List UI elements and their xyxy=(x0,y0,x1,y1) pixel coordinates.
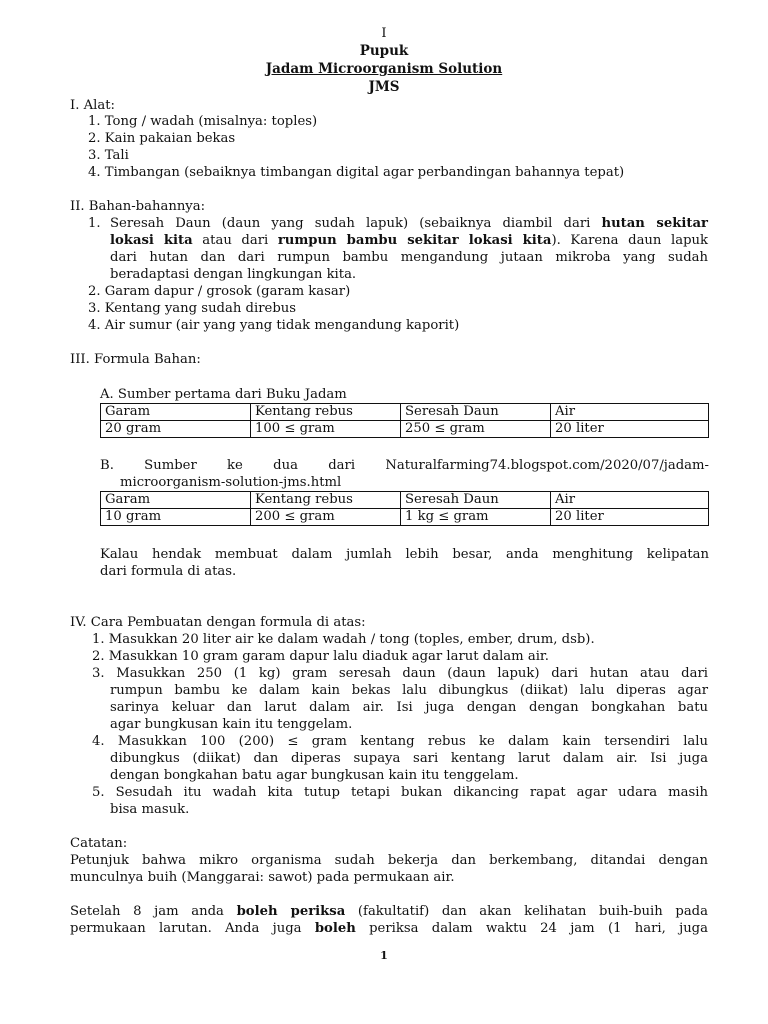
step-item-line: dengan bongkahan batu agar bungkusan kain itu tenggelam. xyxy=(110,768,519,783)
list-item: 3. Tali xyxy=(88,148,129,163)
notes-paragraph-cont: munculnya buih (Manggarai: sawot) pada permukaan air. xyxy=(70,870,455,885)
table-header-cell: Seresah Daun xyxy=(401,492,551,509)
step-item: 5. Sesudah itu wadah kita tutup tetapi bukan dikancing rapat agar udara masih xyxy=(92,785,708,800)
table-header-cell: Air xyxy=(551,492,709,509)
table-header-cell: Garam xyxy=(101,404,251,421)
bold-text: hutan sekitar xyxy=(601,216,708,231)
text-span: Setelah 8 jam anda xyxy=(70,904,237,919)
table-cell: 1 kg ≤ gram xyxy=(401,509,551,526)
list-item-line xyxy=(110,215,708,232)
source-a-label: A. Sumber pertama dari Buku Jadam xyxy=(100,387,347,402)
notes-paragraph xyxy=(70,903,708,920)
formula-table-b xyxy=(100,491,709,526)
step-item: 4. Masukkan 100 (200) ≤ gram kentang rebus ke dalam kain tersendiri lalu xyxy=(92,734,708,749)
step-item-line: sarinya keluar dan larut dalam air. Isi juga dengan dengan bongkahan batu xyxy=(110,700,708,715)
table-header-row xyxy=(101,492,709,509)
document-title: Pupuk xyxy=(359,43,409,59)
source-b-label-cont: microorganism-solution-jms.html xyxy=(120,475,342,490)
table-header-cell: Air xyxy=(551,404,709,421)
table-header-cell: Kentang rebus xyxy=(251,492,401,509)
document-subtitle: Jadam Microorganism Solution xyxy=(265,61,503,77)
list-item: 2. Garam dapur / grosok (garam kasar) xyxy=(88,284,351,299)
section-heading-bahan: II. Bahan-bahannya: xyxy=(70,199,206,214)
section-heading-alat: I. Alat: xyxy=(70,98,115,113)
bold-text: boleh periksa xyxy=(236,904,346,919)
table-header-row xyxy=(101,404,709,421)
table-cell: 20 liter xyxy=(551,421,709,438)
step-item: 3. Masukkan 250 (1 kg) gram seresah daun (daun lapuk) dari hutan atau dari xyxy=(92,666,708,681)
notes-heading: Catatan: xyxy=(70,836,128,851)
table-cell: 10 gram xyxy=(101,509,251,526)
table-cell: 20 gram xyxy=(101,421,251,438)
text-span: ). Karena daun lapuk xyxy=(551,233,709,248)
table-row xyxy=(101,421,709,438)
table-cell: 20 liter xyxy=(551,509,709,526)
text-span: atau dari xyxy=(192,233,278,248)
step-item-line: agar bungkusan kain itu tenggelam. xyxy=(110,717,353,732)
list-item: 4. Air sumur (air yang yang tidak mengandung kaporit) xyxy=(88,318,460,333)
list-item: 1. Tong / wadah (misalnya: toples) xyxy=(88,114,318,129)
text-span: permukaan larutan. Anda juga xyxy=(70,921,315,936)
notes-paragraph-cont xyxy=(70,920,708,937)
bold-text: lokasi kita xyxy=(110,233,193,248)
formula-note: Kalau hendak membuat dalam jumlah lebih besar, anda menghitung kelipatan xyxy=(100,547,709,562)
list-item-line xyxy=(110,232,708,249)
section-heading-cara: IV. Cara Pembuatan dengan formula di atas: xyxy=(70,615,366,630)
step-item: 1. Masukkan 20 liter air ke dalam wadah / tong (toples, ember, drum, dsb). xyxy=(92,632,595,647)
table-cell: 200 ≤ gram xyxy=(251,509,401,526)
bold-text: boleh xyxy=(314,921,356,936)
table-row xyxy=(101,509,709,526)
step-item-line: rumpun bambu ke dalam kain bekas lalu dibungkus (diikat) lalu diperas agar xyxy=(110,683,708,698)
text-span: periksa dalam waktu 24 jam (1 hari, juga xyxy=(355,921,708,936)
section-heading-formula: III. Formula Bahan: xyxy=(70,352,201,367)
page-number: 1 xyxy=(380,949,388,962)
document-subtitle-wrap xyxy=(0,61,768,77)
list-item: 4. Timbangan (sebaiknya timbangan digital agar perbandingan bahannya tepat) xyxy=(88,165,625,180)
step-item-line: dibungkus (diikat) dan diperas supaya sari kentang larut dalam air. Isi juga xyxy=(110,751,708,766)
table-cell: 100 ≤ gram xyxy=(251,421,401,438)
table-cell: 250 ≤ gram xyxy=(401,421,551,438)
list-item-line: beradaptasi dengan lingkungan kita. xyxy=(110,267,357,282)
source-b-label: B. Sumber ke dua dari Naturalfarming74.blogspot.com/2020/07/jadam- xyxy=(100,458,709,473)
step-item: 2. Masukkan 10 gram garam dapur lalu diaduk agar larut dalam air. xyxy=(92,649,549,664)
list-number: 1. xyxy=(88,216,101,231)
table-header-cell: Garam xyxy=(101,492,251,509)
chapter-number: I xyxy=(381,26,387,41)
text-span: (fakultatif) dan akan kelihatan buih-buih pada xyxy=(345,904,708,919)
bold-text: rumpun bambu sekitar lokasi kita xyxy=(277,233,552,248)
list-item: 3. Kentang yang sudah direbus xyxy=(88,301,297,316)
list-item: 2. Kain pakaian bekas xyxy=(88,131,236,146)
table-header-cell: Kentang rebus xyxy=(251,404,401,421)
document-abbreviation: JMS xyxy=(368,79,400,95)
table-header-cell: Seresah Daun xyxy=(401,404,551,421)
formula-table-a xyxy=(100,403,709,438)
notes-paragraph: Petunjuk bahwa mikro organisma sudah bekerja dan berkembang, ditandai dengan xyxy=(70,853,708,868)
list-item-line: dari hutan dan dari rumpun bambu mengandung jutaan mikroba yang sudah xyxy=(110,250,708,265)
step-item-line: bisa masuk. xyxy=(110,802,190,817)
text-span: Seresah Daun (daun yang sudah lapuk) (sebaiknya diambil dari xyxy=(110,216,602,231)
formula-note-cont: dari formula di atas. xyxy=(100,564,237,579)
